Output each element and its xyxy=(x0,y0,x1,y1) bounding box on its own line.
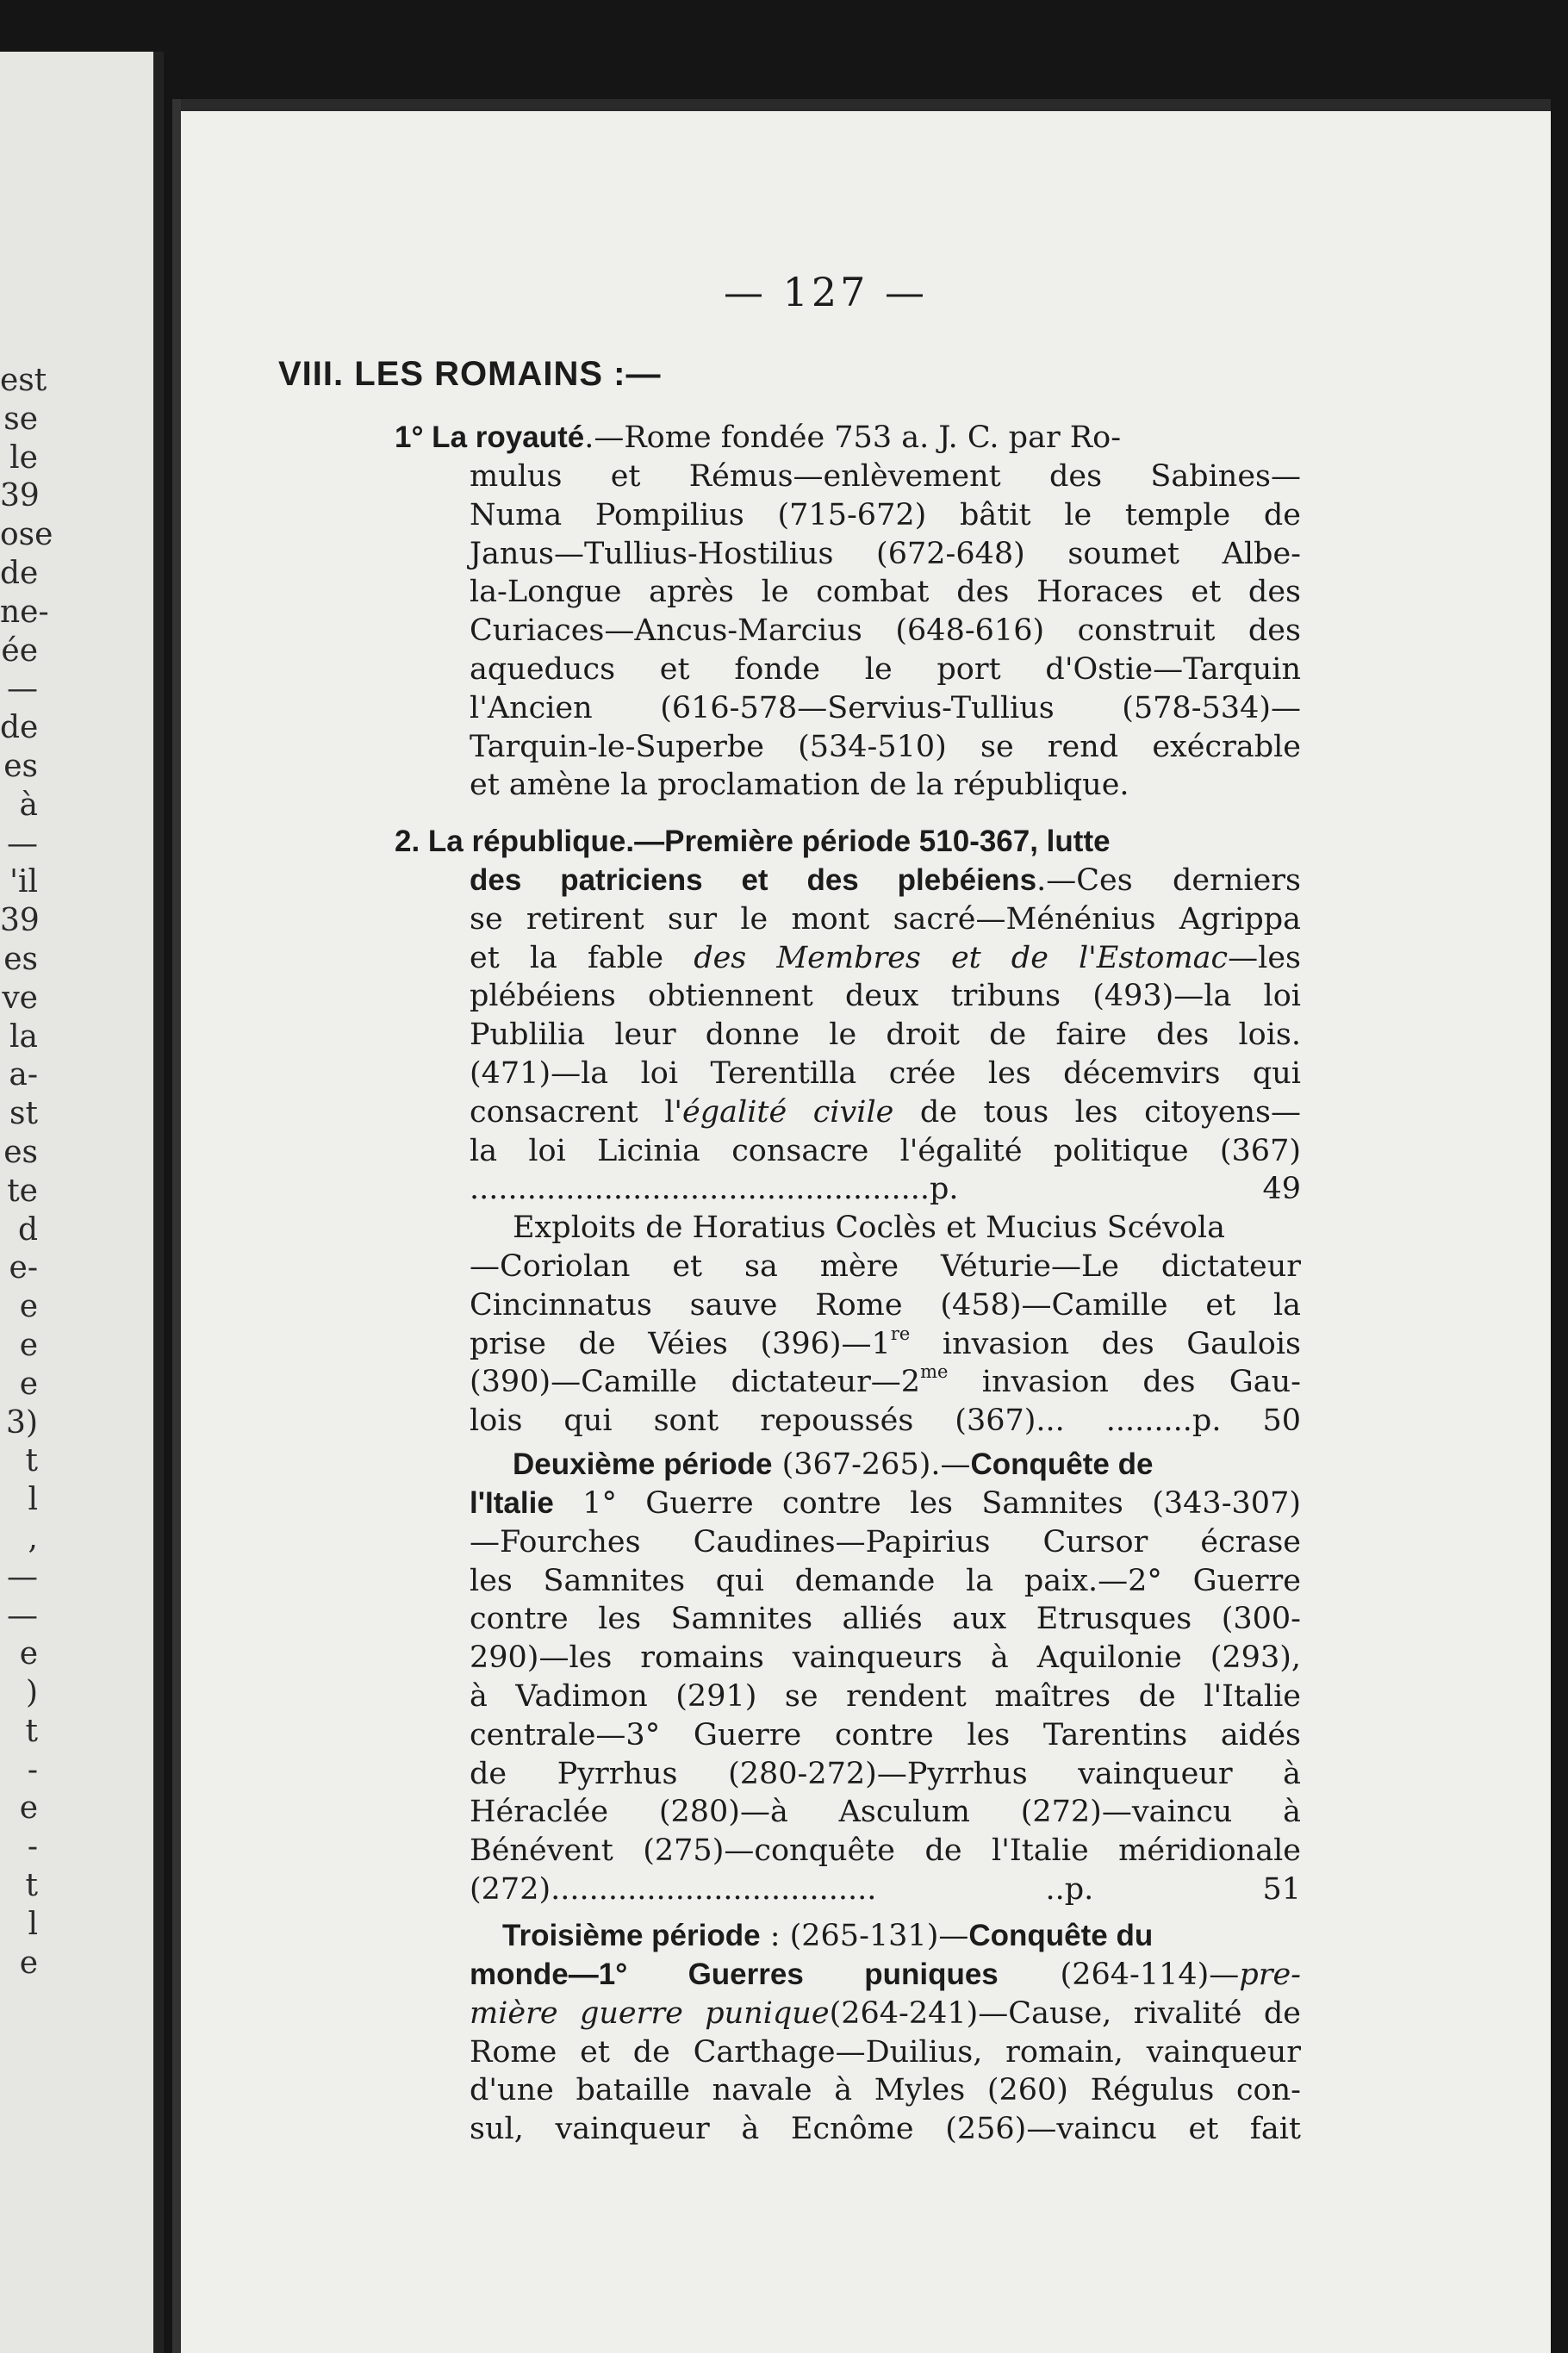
section1-line: Tarquin-le-Superbe (534-510) se rend exécrable xyxy=(470,729,1301,764)
section2-line: plébéiens obtiennent deux tribuns (493)—la loi xyxy=(470,979,1301,1014)
left-page-fragment: e- xyxy=(9,1250,38,1286)
left-page-fragment: ose xyxy=(0,517,53,553)
period2-subject2: l'Italie xyxy=(470,1486,554,1520)
left-page-fragment: es xyxy=(3,941,38,977)
left-page-fragment: de xyxy=(0,555,39,591)
premiere-guerre-punique: mière guerre punique xyxy=(470,1995,830,2031)
period2-line: Bénévent (275)—conquête de l'Italie méridionale xyxy=(470,1833,1301,1869)
left-page-fragment: — xyxy=(7,1559,38,1595)
left-page-fragment: ne- xyxy=(0,594,49,630)
left-page-fragment: e xyxy=(19,1366,38,1402)
left-page-fragment: se xyxy=(3,401,38,437)
period3-subject: Conquête du xyxy=(968,1919,1154,1952)
exploits-line: Cincinnatus sauve Rome (458)—Camille et la xyxy=(470,1287,1301,1323)
superscript: re xyxy=(890,1323,911,1344)
left-page-fragment: — xyxy=(7,671,38,707)
section1-line: Curiaces—Ancus-Marcius (648-616) construit des xyxy=(470,613,1301,649)
fable-title: des Membres et de l'Estomac xyxy=(694,940,1229,975)
section2-line: Publilia leur donne le droit de faire des lois. xyxy=(470,1018,1301,1053)
section2-line: (471)—la loi Terentilla crée les décemvirs qui xyxy=(470,1055,1301,1091)
section1-line: et amène la proclamation de la république. xyxy=(470,768,1129,803)
period2-dates: (367-265).— xyxy=(772,1447,971,1482)
section1-line: aqueducs et fonde le port d'Ostie—Tarquin xyxy=(470,651,1301,687)
period2-line: Héraclée (280)—à Asculum (272)—vaincu à xyxy=(470,1795,1301,1830)
left-page-fragment: ée xyxy=(1,632,38,669)
period3-subject2: monde—1° Guerres puniques xyxy=(470,1958,999,1991)
period2-subject: Conquête de xyxy=(970,1447,1154,1481)
left-page-fragment: d xyxy=(17,1211,38,1248)
left-page-fragment: e xyxy=(19,1790,38,1827)
left-page-fragment: — xyxy=(7,1597,38,1634)
period3-first-line xyxy=(502,1917,1153,1956)
section1-line: l'Ancien (616-578—Servius-Tullius (578-534)— xyxy=(470,690,1301,725)
period3-line: (264-114)— xyxy=(998,1958,1240,1992)
left-page-fragment: à xyxy=(19,787,38,823)
page-number: — 127 — xyxy=(724,269,929,315)
period2-line: 290)—les romains vainqueurs à Aquilonie (293), xyxy=(470,1640,1301,1676)
left-page-fragment: — xyxy=(7,825,38,862)
section2-line: la loi Licinia consacre l'égalité politique (367) xyxy=(470,1133,1301,1168)
left-page-fragment: ve xyxy=(2,980,38,1016)
section2-label: 2. La république.—Première période 510-367, lutte xyxy=(395,825,1111,858)
period3-body xyxy=(470,1956,1301,2149)
exploits-line: —Coriolan et sa mère Véturie—Le dictateur xyxy=(470,1249,1301,1284)
period2-line: centrale—3° Guerre contre les Tarentins aidés xyxy=(470,1717,1301,1752)
left-page-fragment: la xyxy=(9,1018,38,1055)
section1-first-line xyxy=(395,419,1121,458)
left-page-fragment: t xyxy=(25,1443,38,1479)
left-page-fragment: e xyxy=(19,1636,38,1672)
heading-suffix: :— xyxy=(603,355,662,393)
exploits-line: (390)—Camille dictateur—2 xyxy=(470,1365,921,1400)
section1-label: 1° La royauté xyxy=(395,420,585,454)
period3-title: Troisième période xyxy=(502,1919,761,1952)
exploits-body xyxy=(470,1248,1301,1441)
period2-line: —Fourches Caudines—Papirius Cursor écrase xyxy=(470,1524,1301,1559)
left-page-fragment: t xyxy=(25,1868,38,1904)
section2-line: —les xyxy=(1228,940,1301,975)
period2-first-line xyxy=(513,1446,1153,1485)
left-page-fragment: 3) xyxy=(6,1404,38,1441)
section1-line: la-Longue après le combat des Horaces et des xyxy=(470,575,1301,610)
left-page-fragment: es xyxy=(3,748,38,784)
section1-line-0: .—Rome fondée 753 a. J. C. par Ro- xyxy=(584,420,1122,455)
section2-line: et la fable xyxy=(470,940,694,975)
section1-line: Janus—Tullius-Hostilius (672-648) soumet Albe- xyxy=(470,536,1301,571)
section2-line: se retirent sur le mont sacré—Ménénius Agrippa xyxy=(470,901,1301,937)
period3-line: sul, vainqueur à Ecnôme (256)—vaincu et fait xyxy=(470,2112,1301,2147)
exploits-line: prise de Véies (396)—1 xyxy=(470,1326,891,1361)
period3-line: pre- xyxy=(1239,1958,1301,1992)
period3-line: d'une bataille navale à Myles (260) Régulus con- xyxy=(470,2073,1301,2108)
left-page-fragment: 39 xyxy=(0,478,40,514)
period2-line: 1° Guerre contre les Samnites (343-307) xyxy=(553,1486,1301,1521)
left-page-fragment: 'il xyxy=(9,864,38,900)
period3-line: (264-241)—Cause, rivalité de xyxy=(829,1995,1301,2031)
left-page-fragment: l xyxy=(28,1906,38,1942)
heading-title: LES ROMAINS xyxy=(354,355,604,393)
section2-line: consacrent l' xyxy=(470,1094,683,1130)
exploits-line: invasion des Gaulois xyxy=(910,1326,1302,1361)
section2-label-line2: des patriciens et des plebéiens xyxy=(470,863,1037,897)
period2-title: Deuxième période xyxy=(513,1447,773,1481)
left-page-fragment: e xyxy=(19,1289,38,1325)
section2-line: ................................................p. 49 xyxy=(470,1172,1301,1207)
section2-line: .—Ces derniers xyxy=(1036,863,1301,898)
period2-body xyxy=(470,1485,1301,1909)
left-page-fragment: st xyxy=(9,1096,38,1132)
egalite-civile: égalité civile xyxy=(682,1094,894,1130)
period2-line: de Pyrrhus (280-272)—Pyrrhus vainqueur à xyxy=(470,1756,1301,1791)
superscript: me xyxy=(920,1361,949,1383)
heading-number: VIII. xyxy=(278,355,345,393)
section2-line: de tous les citoyens— xyxy=(893,1094,1301,1130)
section1-line: Numa Pompilius (715-672) bâtit le temple de xyxy=(470,497,1301,532)
left-page-fragment: t xyxy=(25,1713,38,1749)
period2-line: contre les Samnites alliés aux Etrusques (300- xyxy=(470,1602,1301,1637)
period2-line: à Vadimon (291) se rendent maîtres de l'Italie xyxy=(470,1678,1301,1714)
left-page-fragment: ) xyxy=(25,1675,38,1711)
left-page-fragment: e xyxy=(19,1945,38,1981)
section1-body xyxy=(470,458,1301,805)
left-page-fragment: de xyxy=(0,710,39,746)
section2-body xyxy=(470,862,1301,1209)
left-page-fragment: le xyxy=(9,439,38,476)
period3-line: Rome et de Carthage—Duilius, romain, vainqueur xyxy=(470,2034,1301,2070)
period2-line: les Samnites qui demande la paix.—2° Guerre xyxy=(470,1563,1301,1598)
left-page-fragment: 39 xyxy=(0,903,40,939)
exploits-first-line: Exploits de Horatius Coclès et Mucius Scévola xyxy=(513,1211,1225,1245)
period3-dates: : (265-131)— xyxy=(760,1919,969,1953)
section1-line: mulus et Rémus—enlèvement des Sabines— xyxy=(470,459,1301,494)
left-page-fragment: e xyxy=(19,1327,38,1363)
left-page-fragment: est xyxy=(0,363,47,398)
left-page-fragment: a- xyxy=(9,1057,38,1093)
exploits-line: invasion des Gau- xyxy=(948,1365,1301,1400)
left-page-fragment: , xyxy=(28,1520,38,1556)
left-page-fragment: es xyxy=(3,1134,38,1170)
section-heading xyxy=(278,355,662,394)
exploits-line: lois qui sont repoussés (367)... .........p. 50 xyxy=(470,1404,1301,1439)
period2-line: (272).................................. ..p. 51 xyxy=(470,1871,1301,1907)
left-page-fragment: - xyxy=(27,1829,38,1865)
left-page-fragment: te xyxy=(7,1173,38,1209)
left-page-fragment: l xyxy=(28,1482,38,1518)
left-page-fragment: - xyxy=(27,1752,38,1788)
